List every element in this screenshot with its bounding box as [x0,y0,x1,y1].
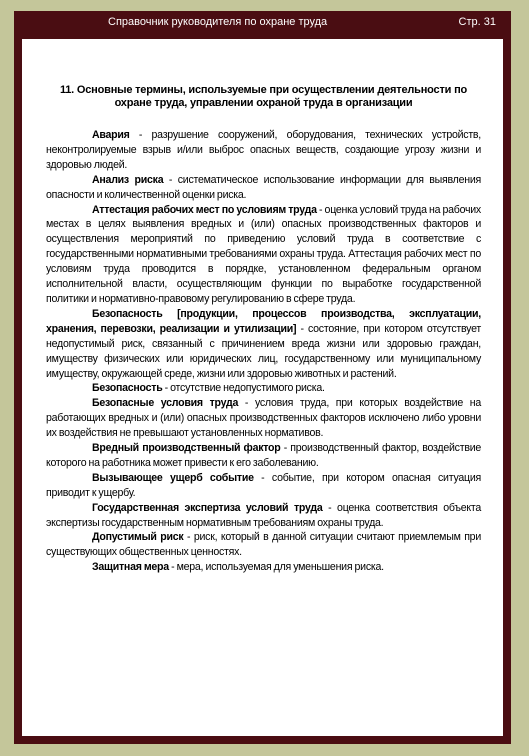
definition-paragraph [46,173,481,203]
definition-paragraph [46,381,481,396]
definition-paragraph [46,560,481,575]
definition-text: - состояние, при котором отсутствует недопустимый риск, связанный с причинением вреда жизни или здоровью граждан, имуществу физических или юридических лиц, государственному или муниципальному имуществу, окружающей среде, жизни или здоровью животных и растений. [46,322,481,380]
definition-paragraph [46,203,481,307]
definition-term: Вредный производственный фактор [92,442,281,455]
definition-text: - оценка соответствия объекта экспертизы государственным нормативным требованиям охраны труда. [46,501,481,529]
page-content [22,39,503,736]
definition-text: - отсутствие недопустимого риска. [162,382,325,395]
definition-text: - событие, при котором опасная ситуация приводит к ущербу. [46,471,481,499]
page-frame [14,11,511,744]
definition-term: Вызывающее ущерб событие [92,471,254,484]
definition-text: - риск, который в данной ситуации считают приемлемым при существующих общественных ценностях. [46,531,481,559]
definition-term: Защитная мера [92,561,169,574]
definition-term: Допустимый риск [92,531,184,544]
definition-term: Безопасные условия труда [92,397,239,410]
definition-term: Государственная экспертиза условий труда [92,501,323,514]
page-header [14,11,511,33]
definition-paragraph [46,128,481,173]
page-number: Стр. 31 [458,16,496,28]
definition-paragraph [46,396,481,441]
definition-term: Анализ риска [92,173,164,186]
definition-text: - условия труда, при которых воздействие на работающих вредных и (или) опасных производственных факторов исключено либо уровни их воздействия не превышают установленных нормативов. [46,397,481,440]
definition-paragraph [46,501,481,531]
definition-paragraph [46,441,481,471]
definition-term: Авария [92,129,130,141]
definition-paragraph [46,530,481,560]
definition-text: - разрушение сооружений, оборудования, технических устройств, неконтролируемые взрыв и/или выброс опасных веществ, создающие угрозу жизни и здоровью людей. [46,129,481,171]
section-title: 11. Основные термины, используемые при осуществлении деятельности по охране труда, управлении охраной труда в организации [59,84,468,109]
definition-term: Безопасность [92,382,163,395]
header-title: Справочник руководителя по охране труда [108,16,328,28]
definition-term: Аттестация рабочих мест по условиям труда [92,203,317,216]
definition-term: Безопасность [продукции, процессов производства, эксплуатации, хранения, перевозки, реализации и утилизации] [46,307,481,335]
definition-text: - оценка условий труда на рабочих местах в целях выявления вредных и (или) опасных производственных факторов и осуществления мероприятий по приведению условий труда в соответствие с государственными нормативными требованиями охраны труда. Аттестация рабочих мест по условиям труда проводится в порядке, установленном федеральным органом исполнительной власти, осуществляющим функции по выработке государственной политики и нормативно-правовому регулированию в сфере труда. [46,203,481,305]
definition-text: - систематическое использование информации для выявления опасности и количественной оценки риска. [46,173,481,201]
definition-paragraph [46,471,481,501]
definition-paragraph [46,307,481,382]
definition-text: - мера, используемая для уменьшения риска. [168,561,384,574]
definition-text: - производственный фактор, воздействие которого на работника может привести к его заболеванию. [46,442,482,469]
